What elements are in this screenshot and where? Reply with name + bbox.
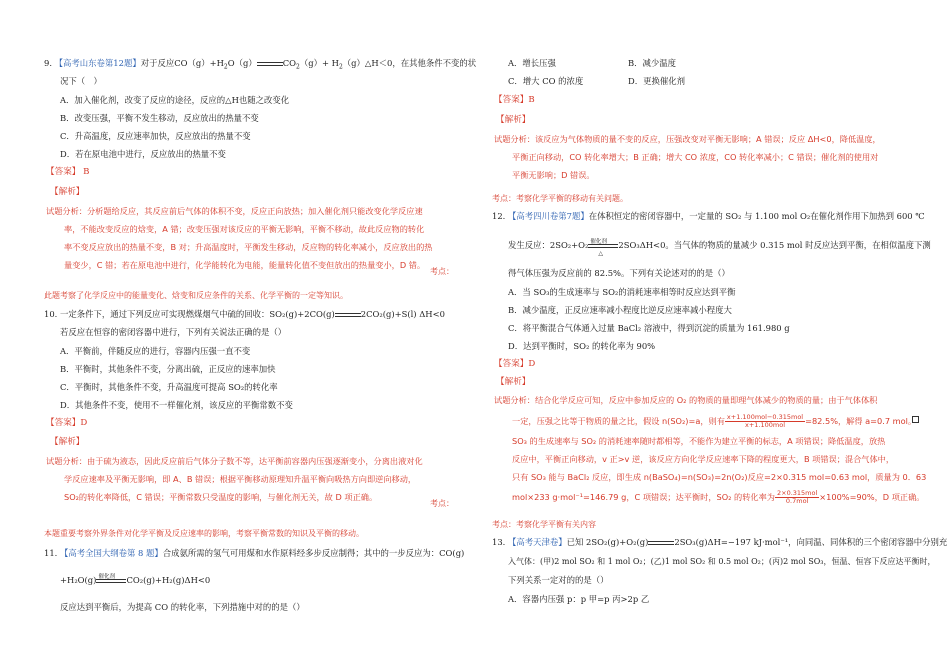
q11-number: 11. bbox=[44, 548, 58, 558]
q12-option-b: B．减少温度，正反应速率减小程度比逆反应速率减小程度大 bbox=[508, 305, 732, 315]
q10-note: 本题重要考察外界条件对化学平衡及反应速率的影响，考察平衡常数的知识及平衡的移动。 bbox=[44, 529, 364, 538]
q10-option-b: B．平衡时，其他条件不变，分离出硫，正反应的速率加快 bbox=[60, 364, 276, 374]
q10-number: 10. bbox=[44, 309, 58, 319]
q9-stem: 9. 【高考山东卷第12题】对于反应$CO(g)+H_2O(g)$ $CO_2(g)+$ $H_2(g)\triangle H<0$，在其他条件不变的状 bbox=[44, 58, 477, 71]
q12-analysis-line: 试题分析：结合化学反应可知，反应中参加反应的 O₂ 的物质的量即理气体减少的物质的量；由于气体体积 bbox=[494, 395, 878, 405]
q13-number: 13. bbox=[492, 537, 506, 547]
q12-analysis-line: SO₃ 的生成速率与 SO₂ 的消耗速率随时都相等，不能作为建立平衡的标志，A 项错误；降低温度，放热 bbox=[512, 436, 886, 446]
q13-option-a: A．容器内压强 p：p 甲=p 丙>2p 乙 bbox=[508, 594, 650, 604]
q12-stem bbox=[492, 211, 925, 222]
q10-stem-b: 2CO₂(g)+S(l) ΔH<0 bbox=[360, 309, 445, 319]
q12-source-tag: 【高考四川卷第7题】 bbox=[508, 211, 589, 221]
q10-analysis-line: 学反应速率及平衡无影响，即 A、B 错误；根据平衡移动原理知升温平衡向吸热方向即逆向移动， bbox=[64, 474, 417, 484]
q13-stem-b: 2SO₃(g)ΔH=−197 kJ·mol⁻¹，向同温、同体积的三个密闭容器中分别充 bbox=[674, 537, 948, 547]
fraction-denominator: 0.7mol bbox=[785, 497, 809, 505]
equilibrium-arrow-icon bbox=[335, 311, 361, 319]
q11-stem-a: 合成氨所需的氢气可用煤和水作原料经多步反应制得；其中的一步反应为：CO(g) bbox=[162, 548, 465, 558]
q11-analysis-line: 平衡无影响；D 错误。 bbox=[512, 170, 595, 180]
q13-stem-a: 已知 2SO₂(g)+O₂(g) bbox=[566, 537, 649, 547]
q9-stem-b: O（g） bbox=[227, 58, 257, 68]
q11-source-tag: 【高考全国大纲卷第 8 题】 bbox=[60, 548, 163, 558]
q10-stem-2: 若反应在恒容的密闭容器中进行，下列有关说法正确的是（） bbox=[60, 327, 287, 337]
q9-note: 此题考察了化学反应中的能量变化、焓变和反应条件的关系、化学平衡的一定等知识。 bbox=[44, 291, 348, 300]
q11-analysis-line: 试题分析：该反应为气体物质的量不变的反应，压强改变对平衡无影响；A 错误；反应 ΔH<0，降低温度， bbox=[494, 134, 881, 144]
fraction-conversion bbox=[775, 490, 819, 505]
q13-source-tag: 【高考天津卷】 bbox=[508, 537, 567, 547]
q13-stem bbox=[492, 537, 947, 548]
q11-option-b: B．减少温度 bbox=[628, 58, 677, 68]
q9-stem-a: 对于反应CO（g）+H bbox=[140, 58, 224, 68]
q11-stem-3: 反应达到平衡后，为提高 CO 的转化率，下列措施中对的的是（） bbox=[60, 602, 305, 612]
q9-analysis-label: 【解析】 bbox=[50, 187, 85, 197]
q9-analysis-line: 率，不能改变反应的焓变，A 错；改变压强对该反应的平衡无影响，平衡不移动，故此反应物的转化 bbox=[64, 224, 425, 234]
q10-analysis-line: 试题分析：由于硫为液态，因此反应前后气体分子数不等，达平衡前容器内压强逐渐变小，分离出液对化 bbox=[46, 456, 423, 466]
q9-analysis-line: 率不变反应放出的热量不变，B 对；升高温度时，平衡发生移动，反应物的转化率减小，反应放出的热 bbox=[64, 242, 433, 252]
right-column bbox=[488, 0, 948, 672]
q10-analysis-line: SO₂的转化率降低，C 错误；平衡常数只受温度的影响，与催化剂无关，故 D 项正确。 bbox=[64, 492, 378, 502]
q10-analysis-label: 【解析】 bbox=[50, 437, 85, 447]
q12-answer: 【答案】D bbox=[494, 359, 536, 369]
q9-stem-c: CO bbox=[282, 58, 297, 68]
q12-analysis-text: =82.5%，解得 a=0.7 mol。 bbox=[805, 416, 917, 426]
q10-option-c: C．平衡时，其他条件不变，升高温度可提高 SO₂的转化率 bbox=[60, 382, 278, 392]
q9-stem-d: （g）+ H bbox=[299, 58, 339, 68]
q12-analysis-line: 反应中，平衡正向移动，v 正>v 逆，该反应方向化学反应速率下降的程度更大，B 项错误；混合气体中， bbox=[512, 454, 895, 464]
q12-stem-3: 得气体压强为反应前的 82.5%。下列有关论述对的的是（） bbox=[508, 268, 730, 278]
q11-stem-2 bbox=[60, 575, 210, 586]
q10-kaodian: 考点： bbox=[430, 499, 454, 508]
q12-analysis-line bbox=[512, 490, 924, 505]
q13-stem-2: 入气体：(甲)2 mol SO₂ 和 1 mol O₂；(乙)1 mol SO₂ 和 0.5 mol O₂；(丙)2 mol SO₃，恒温、恒容下反应达平衡时， bbox=[508, 557, 936, 566]
q12-kaodian: 考点：考察化学平衡有关内容 bbox=[492, 520, 596, 529]
equilibrium-arrow-icon bbox=[257, 60, 283, 68]
q12-option-a: A．当 SO₃的生成速率与 SO₂的消耗速率相等时反应达到平衡 bbox=[508, 287, 736, 297]
fraction-denominator: x+1.100mol bbox=[745, 421, 786, 429]
q12-analysis-text: 一定，压强之比等于物质的量之比，假设 n(SO₂)=a，则有 bbox=[512, 416, 725, 426]
q10-stem bbox=[44, 309, 445, 320]
catalyst-label: 催化剂 bbox=[98, 573, 115, 580]
q11-stem bbox=[44, 548, 464, 559]
q11-analysis-line: 平衡正向移动，CO 转化率增大；B 正确；增大 CO 浓度，CO 转化率减小；C 错误；催化剂的使用对 bbox=[512, 152, 879, 162]
q9-source-tag: 【高考山东卷第12题】 bbox=[54, 58, 141, 68]
equilibrium-arrow-icon bbox=[588, 238, 618, 257]
q12-analysis-line: 只有 SO₃ 能与 BaCl₂ 反应，即生成 n(BaSO₄)=n(SO₃)=2n(O₂)反应=2×0.315 mol=0.63 mol，质量为 0．63 bbox=[512, 472, 927, 482]
q12-option-c: C．将平衡混合气体通入过量 BaCl₂ 溶液中，得到沉淀的质量为 161.980 g bbox=[508, 323, 790, 333]
left-column bbox=[40, 0, 477, 672]
q11-kaodian: 考点：考察化学平衡的移动有关问题。 bbox=[492, 194, 628, 203]
q13-stem-3: 下列关系一定对的的是（） bbox=[508, 575, 609, 585]
q9-stem-e: （g）△H＜0，在其他条件不变的状 bbox=[342, 58, 477, 68]
q11-stem-c: CO₂(g)+H₂(g)ΔH<0 bbox=[126, 575, 211, 585]
q9-option-d: D．若在原电池中进行，反应放出的热量不变 bbox=[60, 149, 226, 159]
q9-answer: 【答案】 B bbox=[46, 167, 90, 177]
q12-analysis-label: 【解析】 bbox=[496, 377, 531, 387]
q9-number: 9. bbox=[44, 58, 52, 68]
q11-option-c: C．增大 CO 的浓度 bbox=[508, 76, 584, 86]
q10-option-a: A．平衡前，伴随反应的进行，容器内压强一直不变 bbox=[60, 346, 251, 356]
q9-kaodian: 考点： bbox=[430, 267, 454, 276]
q12-stem-2 bbox=[508, 238, 931, 257]
q9-stem-2: 况下（ ） bbox=[60, 76, 102, 86]
q9-analysis-line: 量变少，C 错；若在原电池中进行，化学能转化为电能，能量转化值不变但放出的热量变小，D 错。 bbox=[64, 260, 426, 270]
q12-number: 12. bbox=[492, 211, 506, 221]
q10-option-d: D．其他条件不变，使用不一样催化剂，该反应的平衡常数不变 bbox=[60, 400, 293, 410]
q11-analysis-label: 【解析】 bbox=[496, 115, 531, 125]
fraction-pressure-ratio bbox=[725, 414, 805, 429]
q12-stem-b: 发生反应：2SO₂+O₂ bbox=[508, 240, 589, 250]
q12-stem-a: 在体积恒定的密闭容器中，一定量的 SO₂ 与 1.100 mol O₂在催化剂作用下加热到 600 ℃ bbox=[588, 211, 925, 221]
q12-analysis-text: ×100%=90%，D 项正确。 bbox=[819, 492, 925, 502]
checkbox-square-icon bbox=[912, 416, 919, 423]
catalyst-label: 催化剂 bbox=[590, 238, 607, 245]
fraction-numerator: 2×0.315mol bbox=[776, 489, 818, 497]
q9-option-b: B．改变压强，平衡不发生移动，反应放出的热量不变 bbox=[60, 113, 259, 123]
q11-answer: 【答案】B bbox=[494, 95, 535, 105]
q9-option-c: C．升高温度，反应速率加快，反应放出的热量不变 bbox=[60, 131, 251, 141]
q12-analysis-line bbox=[512, 414, 916, 429]
q12-option-d: D．达到平衡时，SO₂ 的转化率为 90% bbox=[508, 341, 656, 351]
q10-stem-a: 一定条件下，通过下列反应可实现燃煤烟气中硫的回收：SO₂(g)+2CO(g) bbox=[60, 309, 335, 319]
q10-answer: 【答案】D bbox=[46, 418, 88, 428]
q12-analysis-text: mol×233 g·mol⁻¹=146.79 g，C 项错误；达平衡时，SO₂ 的转化率为 bbox=[512, 492, 775, 502]
q11-stem-b: +H₂O(g) bbox=[60, 575, 97, 585]
q9-option-a: A．加入催化剂，改变了反应的途径，反应的△H也随之改变化 bbox=[60, 95, 290, 105]
q11-option-a: A．增长压强 bbox=[508, 58, 556, 68]
q9-analysis-line: 试题分析：分析题给反应，其反应前后气体的体积不变，反应正向放热；加入催化剂只能改变化学反应速 bbox=[46, 206, 423, 216]
q11-option-d: D．更换催化剂 bbox=[628, 76, 685, 86]
equilibrium-arrow-icon bbox=[648, 539, 674, 547]
q12-stem-c: 2SO₃ΔH<0。当气体的物质的量减少 0.315 mol 时反应达到平衡，在相似温度下测 bbox=[618, 240, 931, 250]
fraction-numerator: x+1.100mol−0.315mol bbox=[726, 413, 804, 421]
equilibrium-arrow-icon bbox=[96, 573, 126, 585]
heat-symbol: △ bbox=[598, 249, 604, 257]
